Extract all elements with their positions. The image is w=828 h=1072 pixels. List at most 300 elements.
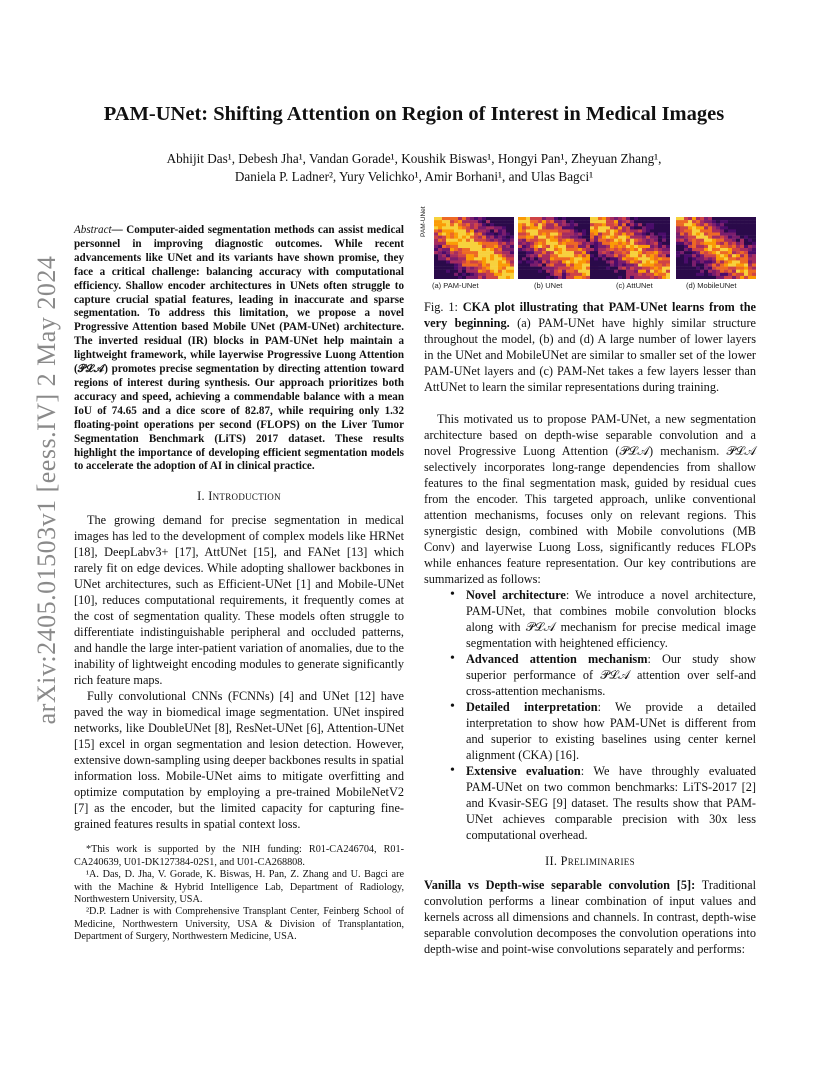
heatmap-cell xyxy=(744,217,748,220)
heatmap-cell xyxy=(562,251,566,254)
heatmap-cell xyxy=(450,254,454,257)
heatmap-cell xyxy=(638,270,642,273)
heatmap-cell xyxy=(490,226,494,229)
heatmap-cell xyxy=(602,226,606,229)
heatmap-cell xyxy=(530,217,534,220)
heatmap-cell xyxy=(700,239,704,242)
heatmap-cell xyxy=(610,217,614,220)
heatmap-cell xyxy=(494,239,498,242)
heatmap-cell xyxy=(526,233,530,236)
intro-paragraph-2: Fully convolutional CNNs (FCNNs) [4] and UNet [12] have paved the way in biomedical image segmentation. UNet inspired networks, like DoubleUNet [8], ResNet-UNet [6], Attention-UNet [15] excel in organ segmentation and lesion detection. However, extensive down-sampling using deeper backbones results in spatial information loss. Mobile-UNet aims to mitigate overfitting and optimize computation by employing a pre-trained MobileNetV2 [7] as the encoder, but the limited capacity for capturing fine-grained features results in spatial context loss. xyxy=(74,689,404,832)
heatmap-cell xyxy=(708,270,712,273)
heatmap-cell xyxy=(590,251,594,254)
heatmap-cell xyxy=(570,242,574,245)
heatmap-cell xyxy=(598,254,602,257)
heatmap-cell xyxy=(590,273,594,276)
heatmap-cell xyxy=(502,217,506,220)
heatmap-cell xyxy=(466,276,470,279)
heatmap-cell xyxy=(442,220,446,223)
heatmap-cell xyxy=(598,217,602,220)
heatmap-cell xyxy=(434,257,438,260)
heatmap-cell xyxy=(744,270,748,273)
heatmap-cell xyxy=(662,270,666,273)
heatmap-cell xyxy=(546,217,550,220)
heatmap-cell xyxy=(534,242,538,245)
heatmap-cell xyxy=(542,220,546,223)
heatmap-cell xyxy=(712,220,716,223)
heatmap-cell xyxy=(578,239,582,242)
heatmap-cell xyxy=(728,223,732,226)
heatmap-cell xyxy=(474,270,478,273)
heatmap-cell xyxy=(470,254,474,257)
heatmap-cell xyxy=(478,270,482,273)
heatmap-cell xyxy=(454,229,458,232)
heatmap-cell xyxy=(740,260,744,263)
heatmap-cell xyxy=(658,254,662,257)
heatmap-cell xyxy=(662,239,666,242)
heatmap-cell xyxy=(442,236,446,239)
heatmap-cell xyxy=(638,233,642,236)
heatmap-cell xyxy=(626,273,630,276)
heatmap-cell xyxy=(724,264,728,267)
heatmap-cell xyxy=(478,236,482,239)
heatmap-cell xyxy=(748,245,752,248)
heatmap-cell xyxy=(482,236,486,239)
heatmap-cell xyxy=(534,270,538,273)
heatmap-cell xyxy=(442,264,446,267)
heatmap-cell xyxy=(558,273,562,276)
heatmap-cell xyxy=(752,239,756,242)
heatmap-cell xyxy=(554,270,558,273)
heatmap-cell xyxy=(598,257,602,260)
heatmap-cell xyxy=(614,260,618,263)
heatmap-cell xyxy=(522,223,526,226)
heatmap-cell xyxy=(732,236,736,239)
heatmap-cell xyxy=(582,276,586,279)
heatmap-cell xyxy=(474,254,478,257)
heatmap-cell xyxy=(658,226,662,229)
heatmap-cell xyxy=(558,267,562,270)
heatmap-cell xyxy=(458,273,462,276)
heatmap-cell xyxy=(696,229,700,232)
heatmap-cell xyxy=(566,260,570,263)
heatmap-cell xyxy=(740,233,744,236)
heatmap-cell xyxy=(458,251,462,254)
heatmap-cell xyxy=(736,239,740,242)
heatmap-cell xyxy=(642,273,646,276)
heatmap-cell xyxy=(594,223,598,226)
heatmap-cell xyxy=(454,217,458,220)
heatmap-cell xyxy=(732,229,736,232)
heatmap-cell xyxy=(470,233,474,236)
heatmap-cell xyxy=(654,217,658,220)
heatmap-cell xyxy=(728,273,732,276)
heatmap-cell xyxy=(562,257,566,260)
heatmap-cell xyxy=(606,260,610,263)
heatmap-cell xyxy=(482,220,486,223)
heatmap-cell xyxy=(574,260,578,263)
heatmap-cell xyxy=(534,226,538,229)
heatmap-cell xyxy=(676,248,680,251)
heatmap-cell xyxy=(724,273,728,276)
heatmap-cell xyxy=(598,264,602,267)
heatmap-cell xyxy=(732,276,736,279)
heatmap-cell xyxy=(744,242,748,245)
heatmap-cell xyxy=(650,267,654,270)
heatmap-cell xyxy=(720,251,724,254)
heatmap-cell xyxy=(676,254,680,257)
heatmap-cell xyxy=(696,273,700,276)
heatmap-cell xyxy=(594,270,598,273)
heatmap-cell xyxy=(522,229,526,232)
heatmap-cell xyxy=(676,273,680,276)
heatmap-cell xyxy=(630,267,634,270)
heatmap-cell xyxy=(550,236,554,239)
heatmap-cell xyxy=(570,267,574,270)
heatmap-cell xyxy=(676,236,680,239)
heatmap-cell xyxy=(748,254,752,257)
heatmap-cell xyxy=(534,267,538,270)
heatmap-cell xyxy=(614,242,618,245)
heatmap-cell xyxy=(720,267,724,270)
heatmap-cell xyxy=(438,223,442,226)
heatmap-cell xyxy=(666,226,670,229)
heatmap-cell xyxy=(642,233,646,236)
heatmap-cell xyxy=(614,236,618,239)
heatmap-cell xyxy=(546,226,550,229)
heatmap-cell xyxy=(590,217,594,220)
heatmap-cell xyxy=(728,239,732,242)
heatmap-cell xyxy=(478,226,482,229)
heatmap-cell xyxy=(748,276,752,279)
heatmap-cell xyxy=(526,217,530,220)
heatmap-cell xyxy=(598,223,602,226)
heatmap-cell xyxy=(606,233,610,236)
heatmap-cell xyxy=(642,229,646,232)
heatmap-cell xyxy=(740,264,744,267)
heatmap-cell xyxy=(566,270,570,273)
heatmap-cell xyxy=(700,254,704,257)
heatmap-cell xyxy=(606,245,610,248)
heatmap-cell xyxy=(696,239,700,242)
heatmap-cell xyxy=(622,236,626,239)
heatmap-cell xyxy=(594,242,598,245)
heatmap-cell xyxy=(610,220,614,223)
heatmap-cell xyxy=(622,233,626,236)
heatmap-cell xyxy=(574,267,578,270)
heatmap-cell xyxy=(684,220,688,223)
heatmap-cell xyxy=(558,229,562,232)
heatmap-cell xyxy=(752,276,756,279)
heatmap-cell xyxy=(654,251,658,254)
heatmap-cell xyxy=(716,264,720,267)
heatmap-cell xyxy=(458,242,462,245)
heatmap-cell xyxy=(744,229,748,232)
heatmap-cell xyxy=(498,273,502,276)
heatmap-cell xyxy=(666,260,670,263)
heatmap-cell xyxy=(712,257,716,260)
heatmap-cell xyxy=(680,236,684,239)
heatmap-cell xyxy=(546,233,550,236)
heatmap-cell xyxy=(732,273,736,276)
heatmap-cell xyxy=(634,254,638,257)
heatmap-cell xyxy=(486,248,490,251)
heatmap-cell xyxy=(712,223,716,226)
heatmap-cell xyxy=(650,217,654,220)
heatmap-cell xyxy=(732,239,736,242)
heatmap-cell xyxy=(466,233,470,236)
heatmap-cell xyxy=(642,226,646,229)
heatmap-cell xyxy=(538,276,542,279)
heatmap-cell xyxy=(684,236,688,239)
heatmap-cell xyxy=(554,217,558,220)
heatmap-cell xyxy=(558,217,562,220)
heatmap-cell xyxy=(626,267,630,270)
heatmap-cell xyxy=(546,264,550,267)
heatmap-cell xyxy=(650,233,654,236)
heatmap-cell xyxy=(626,248,630,251)
heatmap-cell xyxy=(462,257,466,260)
heatmap-cell xyxy=(606,236,610,239)
heatmap-cell xyxy=(502,270,506,273)
heatmap-cell xyxy=(752,273,756,276)
heatmap-cell xyxy=(450,245,454,248)
right-paragraph-1: This motivated us to propose PAM-UNet, a new segmentation architecture based on depth-wise separable convolution and a novel Progressive Luong Attention (𝒫ℒ𝒜) mechanism. 𝒫ℒ𝒜 selectively incorporates long-range dependencies from shallow features to the final segmentation mask, guided by residual cues from the encoder. This targeted approach, unlike conventional attention mechanisms, focuses only on relevant regions. This synergistic design, combined with Mobile convolutions (MB Conv) and layerwise Luong Loss, significantly reduces FLOPs while enhances feature representation. Our key contributions are summarized as follows: xyxy=(424,412,756,586)
heatmap-cell xyxy=(542,226,546,229)
heatmap-cell xyxy=(554,220,558,223)
heatmap-cell xyxy=(510,267,514,270)
heatmap-cell xyxy=(590,276,594,279)
heatmap-cell xyxy=(442,251,446,254)
heatmap-cell xyxy=(482,251,486,254)
heatmap-cell xyxy=(658,267,662,270)
heatmap-cell xyxy=(654,270,658,273)
heatmap-cell xyxy=(614,270,618,273)
heatmap-cell xyxy=(708,254,712,257)
heatmap-cell xyxy=(642,223,646,226)
heatmap-cell xyxy=(680,257,684,260)
heatmap-cell xyxy=(704,267,708,270)
heatmap-cell xyxy=(618,254,622,257)
heatmap-cell xyxy=(614,251,618,254)
heatmap-cell xyxy=(724,257,728,260)
heatmap-cell xyxy=(498,242,502,245)
heatmap-cell xyxy=(550,229,554,232)
heatmap-cell xyxy=(658,260,662,263)
heatmap-cell xyxy=(450,257,454,260)
heatmap-cell xyxy=(736,270,740,273)
heatmap-cell xyxy=(582,233,586,236)
heatmap-cell xyxy=(716,223,720,226)
heatmap-cell xyxy=(610,251,614,254)
heatmap-cell xyxy=(486,260,490,263)
heatmap-cell xyxy=(558,236,562,239)
heatmap-cell xyxy=(582,229,586,232)
heatmap-cell xyxy=(712,251,716,254)
cka-heatmap xyxy=(676,217,756,279)
heatmap-cell xyxy=(610,276,614,279)
heatmap-cell xyxy=(550,242,554,245)
heatmap-cell xyxy=(590,254,594,257)
heatmap-cell xyxy=(680,223,684,226)
heatmap-cell xyxy=(752,251,756,254)
heatmap-cell xyxy=(638,236,642,239)
heatmap-cell xyxy=(442,245,446,248)
heatmap-cell xyxy=(522,233,526,236)
heatmap-cell xyxy=(538,220,542,223)
heatmap-cell xyxy=(438,233,442,236)
heatmap-cell xyxy=(474,226,478,229)
heatmap-cell xyxy=(676,226,680,229)
heatmap-cell xyxy=(598,251,602,254)
heatmap-cell xyxy=(446,251,450,254)
heatmap-cell xyxy=(562,270,566,273)
heatmap-cell xyxy=(642,254,646,257)
heatmap-cell xyxy=(646,276,650,279)
heatmap-cell xyxy=(490,233,494,236)
heatmap-cell xyxy=(434,254,438,257)
heatmap-cell xyxy=(530,267,534,270)
heatmap-cell xyxy=(582,217,586,220)
heatmap-cell xyxy=(680,248,684,251)
heatmap-cell xyxy=(680,233,684,236)
heatmap-cell xyxy=(646,217,650,220)
preliminaries-text: Traditional convolution performs a linear combination of input values and kernels across all dimensions and channels. In contrast, depth-wise separable convolution decomposes the convolution operations into depth-wise and point-wise convolutions separately and performs: xyxy=(424,878,756,956)
heatmap-cell xyxy=(662,264,666,267)
heatmap-cell xyxy=(566,267,570,270)
heatmap-cell xyxy=(704,273,708,276)
heatmap-cell xyxy=(724,226,728,229)
heatmap-cell xyxy=(696,248,700,251)
heatmap-cell xyxy=(676,267,680,270)
heatmap-cell xyxy=(550,239,554,242)
heatmap-cell xyxy=(498,226,502,229)
heatmap-cell xyxy=(700,270,704,273)
heatmap-cell xyxy=(708,260,712,263)
heatmap-cell xyxy=(582,220,586,223)
heatmap-cell xyxy=(434,226,438,229)
heatmap-cell xyxy=(614,245,618,248)
heatmap-cell xyxy=(614,257,618,260)
heatmap-cell xyxy=(598,239,602,242)
heatmap-cell xyxy=(454,264,458,267)
heatmap-cell xyxy=(676,239,680,242)
heatmap-cell xyxy=(696,220,700,223)
heatmap-cell xyxy=(700,223,704,226)
heatmap-cell xyxy=(530,248,534,251)
heatmap-cell xyxy=(728,264,732,267)
heatmap-cell xyxy=(478,217,482,220)
heatmap-cell xyxy=(562,260,566,263)
heatmap-cell xyxy=(562,226,566,229)
heatmap-cell xyxy=(622,267,626,270)
heatmap-cell xyxy=(502,267,506,270)
heatmap-cell xyxy=(554,260,558,263)
heatmap-cell xyxy=(454,245,458,248)
heatmap-cell xyxy=(530,239,534,242)
heatmap-cell xyxy=(696,267,700,270)
heatmap-cell xyxy=(630,223,634,226)
heatmap-cell xyxy=(570,264,574,267)
heatmap-cell xyxy=(684,257,688,260)
heatmap-cell xyxy=(724,217,728,220)
heatmap-cell xyxy=(486,251,490,254)
heatmap-cell xyxy=(732,220,736,223)
heatmap-cell xyxy=(538,239,542,242)
heatmap-cell xyxy=(692,267,696,270)
heatmap-cell xyxy=(562,242,566,245)
heatmap-cell xyxy=(654,239,658,242)
heatmap-cell xyxy=(744,254,748,257)
heatmap-cell xyxy=(650,270,654,273)
contribution-item: • Advanced attention mechanism: Our study show superior performance of 𝒫ℒ𝒜 attention over self-and cross-attention mechanisms. xyxy=(450,651,756,699)
heatmap-cell xyxy=(618,233,622,236)
heatmap-cell xyxy=(502,245,506,248)
intro-paragraph-1: The growing demand for precise segmentation in medical images has led to the development of complex models like HRNet [18], DeepLabv3+ [17], AttUNet [15], and FANet [13] which rarely fit on edge devices. While adopting shallower backbones in UNet architectures, such as Efficient-UNet [1] and Mobile-UNet [10], reduces computational requirements, it frequently comes at the cost of segmentation quality. These models often struggle to differentiate indistinguishable peripheral and occluded patterns, and handle the large inter-patient variation of anomalies, due to the inability of lightweight encoding modules to generate significantly rich feature maps. xyxy=(74,513,404,688)
heatmap-cell xyxy=(716,251,720,254)
heatmap-cell xyxy=(458,260,462,263)
heatmap-cell xyxy=(626,242,630,245)
heatmap-cell xyxy=(534,233,538,236)
heatmap-cell xyxy=(558,242,562,245)
heatmap-cell xyxy=(530,257,534,260)
heatmap-cell xyxy=(454,260,458,263)
heatmap-cell xyxy=(606,254,610,257)
heatmap-cell xyxy=(578,254,582,257)
heatmap-cell xyxy=(578,273,582,276)
heatmap-cell xyxy=(558,257,562,260)
heatmap-cell xyxy=(498,233,502,236)
panel-label-d: (d) MobileUNet xyxy=(686,281,737,290)
heatmap-cell xyxy=(546,229,550,232)
heatmap-cell xyxy=(680,273,684,276)
heatmap-cell xyxy=(602,254,606,257)
heatmap-cell xyxy=(570,254,574,257)
heatmap-cell xyxy=(638,254,642,257)
heatmap-cell xyxy=(736,242,740,245)
heatmap-cell xyxy=(490,251,494,254)
heatmap-cell xyxy=(486,217,490,220)
heatmap-cell xyxy=(446,264,450,267)
heatmap-cell xyxy=(434,273,438,276)
heatmap-cell xyxy=(442,254,446,257)
heatmap-cell xyxy=(634,242,638,245)
heatmap-cell xyxy=(654,223,658,226)
heatmap-cell xyxy=(558,254,562,257)
heatmap-cell xyxy=(650,245,654,248)
heatmap-cell xyxy=(602,248,606,251)
heatmap-cell xyxy=(700,220,704,223)
heatmap-cell xyxy=(666,276,670,279)
heatmap-cell xyxy=(688,248,692,251)
heatmap-cell xyxy=(736,236,740,239)
heatmap-cell xyxy=(736,254,740,257)
heatmap-cell xyxy=(542,233,546,236)
heatmap-cell xyxy=(462,233,466,236)
heatmap-cell xyxy=(542,229,546,232)
heatmap-cell xyxy=(708,267,712,270)
heatmap-cell xyxy=(606,267,610,270)
heatmap-cell xyxy=(546,223,550,226)
heatmap-cell xyxy=(462,254,466,257)
heatmap-cell xyxy=(574,273,578,276)
heatmap-cell xyxy=(662,236,666,239)
heatmap-cell xyxy=(462,260,466,263)
heatmap-cell xyxy=(684,248,688,251)
heatmap-cell xyxy=(642,267,646,270)
heatmap-cell xyxy=(594,264,598,267)
heatmap-cell xyxy=(748,220,752,223)
